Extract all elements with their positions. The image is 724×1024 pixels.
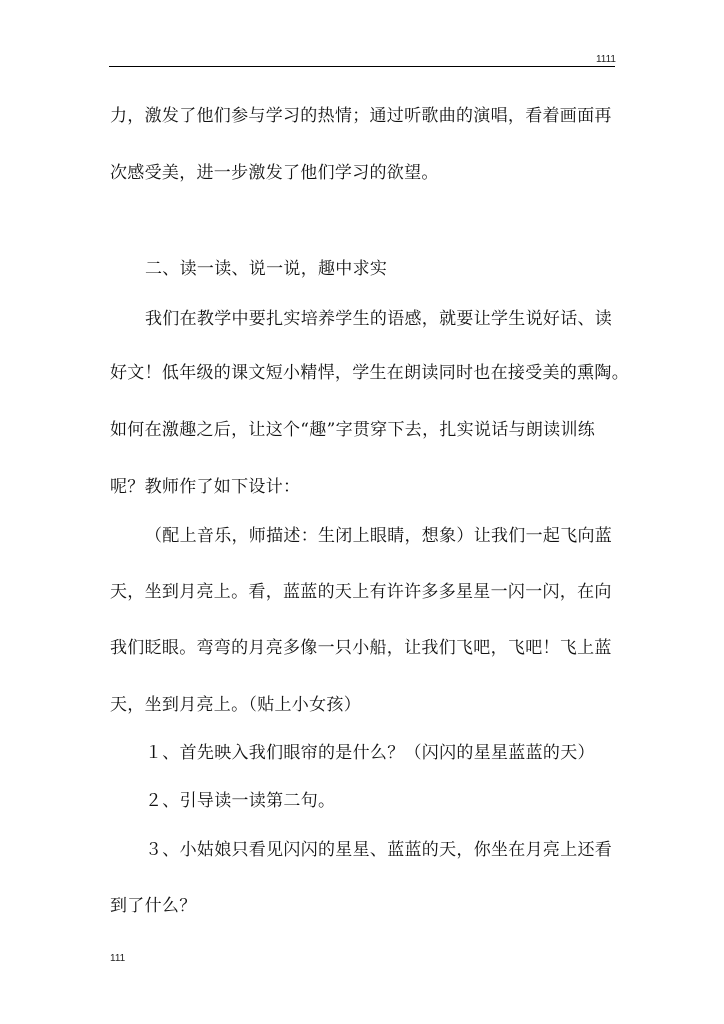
body-line: 好文！低年级的课文短小精悍，学生在朗读同时也在接受美的熏陶。 bbox=[110, 363, 629, 383]
list-item: １、首先映入我们眼帘的是什么？（闪闪的星星蓝蓝的天） bbox=[145, 743, 595, 763]
section-heading: 二、读一读、说一说，趣中求实 bbox=[145, 259, 388, 279]
body-line: 我们眨眼。弯弯的月亮多像一只小船，让我们飞吧，飞吧！飞上蓝 bbox=[110, 638, 612, 658]
list-item: ３、小姑娘只看见闪闪的星星、蓝蓝的天，你坐在月亮上还看 bbox=[145, 840, 613, 860]
list-item: ２、引导读一读第二句。 bbox=[145, 791, 336, 811]
body-line: 次感受美，进一步激发了他们学习的欲望。 bbox=[110, 163, 439, 183]
body-line: 天，坐到月亮上。（贴上小女孩） bbox=[110, 695, 361, 715]
body-line: 我们在教学中要扎实培养学生的语感，就要让学生说好话、读 bbox=[145, 309, 613, 329]
body-line: 天，坐到月亮上。看，蓝蓝的天上有许许多多星星一闪一闪，在向 bbox=[110, 582, 612, 602]
body-line: 如何在激趣之后，让这个“趣”字贯穿下去，扎实说话与朗读训练 bbox=[110, 420, 596, 440]
body-line: （配上音乐，师描述：生闭上眼睛，想象）让我们一起飞向蓝 bbox=[145, 526, 613, 546]
body-line: 到了什么？ bbox=[110, 896, 197, 916]
body-line: 呢？教师作了如下设计： bbox=[110, 477, 301, 497]
body-line: 力，激发了他们参与学习的热情；通过听歌曲的演唱，看着画面再 bbox=[110, 106, 612, 126]
footer-page-number: 111 bbox=[110, 953, 126, 964]
header-divider bbox=[109, 66, 615, 67]
header-page-number: 1111 bbox=[595, 54, 616, 65]
